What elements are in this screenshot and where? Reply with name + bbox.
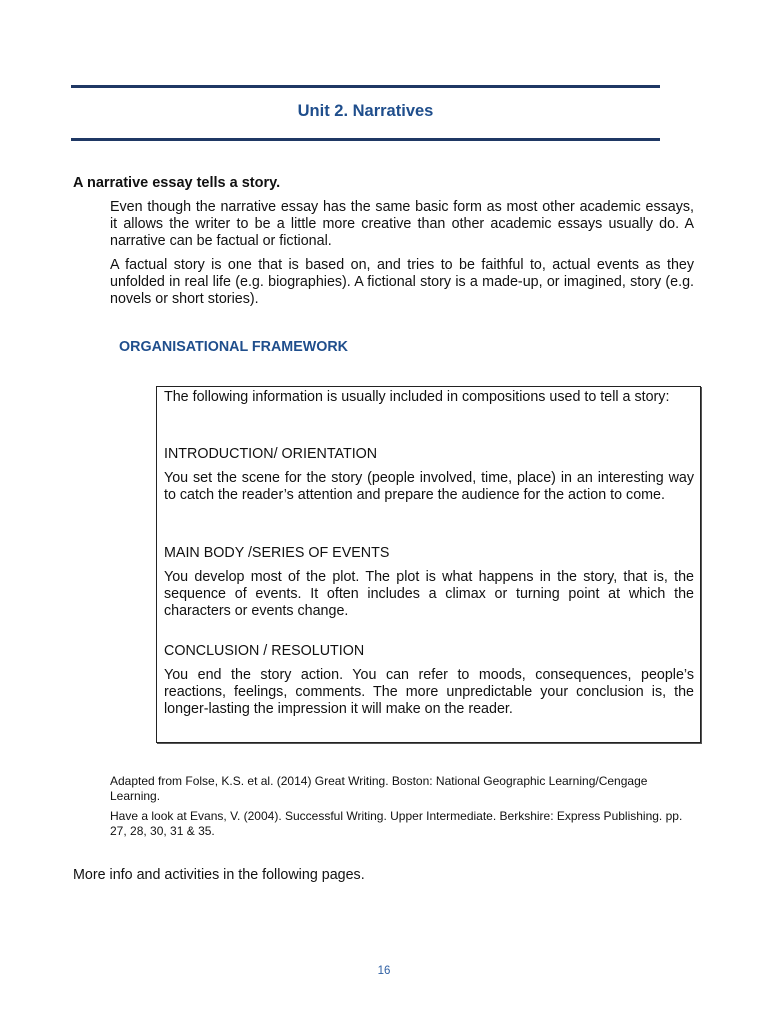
page-title: Unit 2. Narratives (297, 102, 434, 120)
framework-section-title-main-body: MAIN BODY /SERIES OF EVENTS (164, 545, 390, 561)
more-info-text: More info and activities in the following pages. (73, 867, 365, 883)
bottom-divider (71, 138, 660, 141)
intro-paragraph-2: A factual story is one that is based on, and tries to be faithful to, actual events as they unfolded in real life (e.g. biographies). A fictional story is a made-up, or imagined, story (e.g. novels or short stories). (110, 257, 694, 307)
framework-section-text-conclusion: You end the story action. You can refer to moods, consequences, people’s reactions, feelings, comments. The more unpredictable your conclusion is, the longer-lasting the impression it will make on the reader. (164, 667, 694, 717)
page-number: 16 (377, 965, 391, 977)
framework-heading: ORGANISATIONAL FRAMEWORK (119, 339, 349, 355)
reference-1: Adapted from Folse, K.S. et al. (2014) Great Writing. Boston: National Geographic Learning/Cengage Learning. (110, 774, 648, 803)
reference-2: Have a look at Evans, V. (2004). Successful Writing. Upper Intermediate. Berkshire: Express Publishing. pp. 27, 28, 30, 31 & 35. (110, 809, 683, 838)
top-divider (71, 85, 660, 88)
framework-section-title-introduction: INTRODUCTION/ ORIENTATION (164, 446, 378, 462)
framework-section-text-introduction: You set the scene for the story (people involved, time, place) in an interesting way to catch the reader’s attention and prepare the audience for the action to come. (164, 470, 694, 503)
intro-heading: A narrative essay tells a story. (73, 175, 281, 191)
framework-section-text-main-body: You develop most of the plot. The plot is what happens in the story, that is, the sequence of events. It often includes a climax or turning point at which the characters or events change. (164, 569, 694, 619)
intro-paragraph-1: Even though the narrative essay has the same basic form as most other academic essays, it allows the writer to be a little more creative than other academic essays usually do. A narrative can be factual or fictional. (110, 199, 694, 249)
framework-intro: The following information is usually included in compositions used to tell a story: (164, 389, 670, 405)
framework-section-title-conclusion: CONCLUSION / RESOLUTION (164, 643, 365, 659)
